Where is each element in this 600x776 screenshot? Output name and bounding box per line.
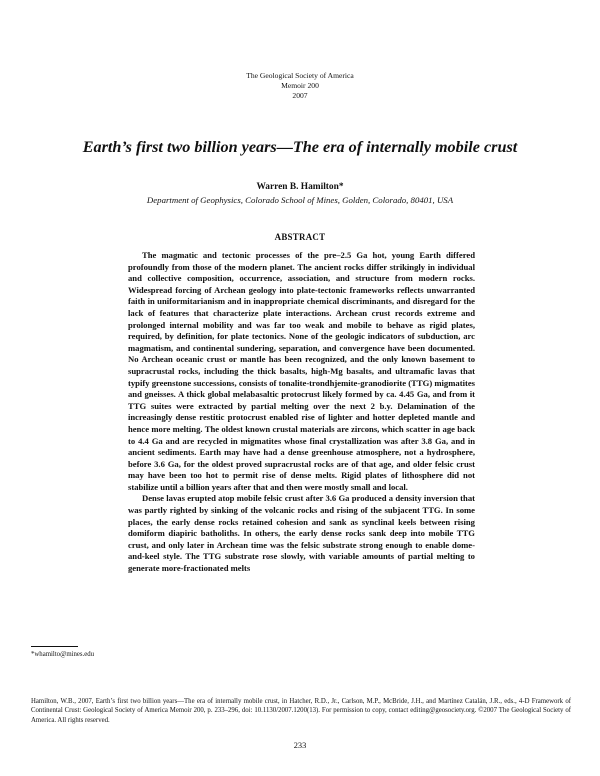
author-affiliation: Department of Geophysics, Colorado School of Mines, Golden, Colorado, 80401, USA [146,195,454,205]
abstract-paragraph-2: Dense lavas erupted atop mobile felsic crust after 3.6 Ga produced a density inversion that was partly righted by sinking of the volcanic rocks and rising of the subjacent TTG. In some places, the early dense rocks retained cohesion and sank as synclinal keels between rising domiform diapiric batholiths. In others, the early dense rocks sank deep into mobile TTG crust, and only later in Archean time was the felsic substrate strong enough to enable dome-and-keel style. The TTG substrate rose slowly, with variable amounts of partial melting to generate more-fractionated melts [128,493,475,574]
page-number: 233 [293,741,307,750]
publication-year: 2007 [292,91,308,100]
author-name: Warren B. Hamilton* [256,182,344,192]
abstract-heading: ABSTRACT [274,232,326,242]
footnote-divider [31,646,78,647]
society-name: The Geological Society of America [246,71,354,80]
author-email-footnote: *whamilto@mines.edu [31,651,95,658]
abstract-paragraph-1: The magmatic and tectonic processes of the pre–2.5 Ga hot, young Earth differed profoundly from those of the modern planet. The ancient rocks differ strikingly in individual and collective composition, occurrence, association, and structure from modern rocks. Widespread forcing of Archean geology into plate-tectonic frameworks reflects unwarranted faith in uniformitarianism and in inappropriate chemical discriminants, and disregard for the lack of features that characterize plate interactions. Archean crust records extreme and prolonged internal mobility and was far too weak and mobile to behave as rigid plates, required, by definition, for plate tectonics. None of the geologic indicators of subduction, arc magmatism, and continental sundering, separation, and convergence have been documented. No Archean oceanic crust or mantle has been recognized, and the only known basement to supracrustal rocks, including the thick basalts, high-Mg basalts, and ultramafic lavas that typify greenstone successions, consists of tonalite-trondhjemite-granodiorite (TTG) migmatites and gneisses. A thick global melabasaltic protocrust likely formed by ca. 4.45 Ga, and from it TTG suites were extracted by partial melting over the next 2 b.y. Delamination of the increasingly dense restitic protocrust enabled rise of lighter and hotter depleted mantle and hence more melting. The oldest known crustal materials are zircons, which scatter in age back to 4.4 Ga and are recycled in migmatites whose final crystallization was after 3.8 Ga, and in ancient sediments. Earth may have had a dense greenhouse atmosphere, not a hydrosphere, before 3.6 Ga, for the oldest proved supracrustal rocks are of that age, and older felsic crust may have been too hot to permit rise of dense melts. Rigid plates of lithosphere did not stabilize until a billion years after that and then were mostly small and local. [128,250,475,492]
citation-block: Hamilton, W.B., 2007, Earth’s first two billion years—The era of internally mobile crust, in Hatcher, R.D., Jr., Carlson, M.P., McBride, J.H., and Martínez Catalán, J.R., eds., 4-D Framework of Continental Crust: Geological Society of America Memoir 200, p. 233–296, doi: 10.1130/2007.1200(13). For permission to copy, contact editing@geosociety.org. ©2007 The Geological Society of America. All rights reserved. [31,698,571,724]
abstract-body [128,250,475,575]
series-name: Memoir 200 [281,81,319,90]
paper-title: Earth’s first two billion years—The era of internally mobile crust [82,138,518,156]
masthead [0,71,600,101]
